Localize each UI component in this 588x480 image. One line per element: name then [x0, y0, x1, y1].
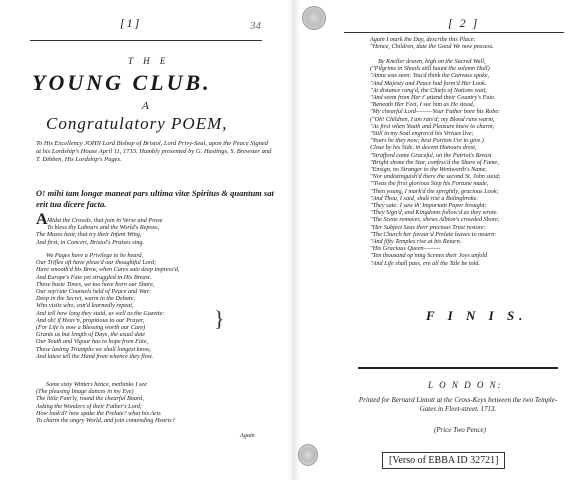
page-title: YOUNG CLUB. [32, 70, 212, 95]
handwritten-folio: 34 [250, 20, 261, 32]
verse-line: "His Gracious Queen——— [370, 245, 440, 253]
stanza-3 [36, 381, 175, 424]
top-rule-right [344, 32, 564, 33]
verse-line: "Strafford came Graceful, on the Patriot's Breast [370, 151, 492, 159]
imprint: Printed for Bernard Lintott at the Cross-Keys between the two Temple-Gates in Fleet-street. 1713. [358, 396, 558, 413]
verse-line: By Kneller drawn, high on the Sacred Wall, [378, 58, 486, 65]
latin-motto: O! mihi tam longæ maneat pars ultima vitæ Spiritus & quantum sat erit tua dicere facta. [36, 188, 274, 209]
verse-line: Asking the Wonders of their Father's Lord; [36, 402, 143, 410]
verse-line: To bless thy Labours and the World's Repose, [47, 224, 160, 232]
imprint-london: L O N D O N: [428, 380, 503, 390]
title-the: T H E [128, 56, 170, 66]
verse-line: How look'd? how spake the Prelate? what his Arts [36, 409, 161, 417]
verse-line: "The Church her favour'd Prelate leaves to mourn: [370, 230, 497, 238]
lines-b [370, 58, 501, 267]
verse-line: "And fifty Temples rise at his Return. [370, 238, 462, 246]
stanza-1 [36, 211, 163, 246]
verse-line: "And Majesty and Peace had form'd Her Look. [370, 79, 487, 87]
verse-line: "Anna was seen: You'd think the Canvass spoke, [370, 72, 490, 80]
verse-line: Our Youth and Vigour has to hope from Fate, [36, 338, 149, 346]
verse-line: And first, in Concert, Bristol's Praises sing. [36, 238, 145, 246]
subtitle: Congratulatory POEM, [46, 114, 228, 133]
verse-line: And oh! if Heav'n, propitious to our Prayer, [36, 316, 145, 324]
verse-line: The Muses hear, that try their Infant Wing, [36, 231, 142, 239]
verse-line: "Ensign, no Stranger to the Wentworth's Name. [370, 166, 488, 174]
verse-line: Again I mark the Day, describe this Place: [370, 36, 476, 43]
verse-line: "And Thou, I said, shalt rise a Bolingbroke. [370, 194, 478, 202]
verse-line: And latest tell the Hand from whence they flow. [36, 352, 154, 360]
library-stamp-icon [302, 6, 326, 30]
verse-line: "Her Subject Seas their precious Trust restore: [370, 223, 486, 231]
brace-icon: } [214, 306, 225, 331]
verse-line: Our Trifles oft have pleas'd our thoughtful Lord; [36, 259, 157, 267]
verse-line: "Ten thousand op'ning Scenes their Joys unfold [370, 252, 488, 260]
verse-line: "They Sign'd, and Kingdoms follow'd as they wrote. [370, 209, 498, 217]
title-a: A [142, 100, 149, 112]
top-rule-left [30, 40, 262, 41]
verse-line: "Nor undistinguish'd there the second St. John staid; [370, 173, 501, 181]
verse-line: Deep in the Secret, warm in the Debate, [36, 295, 135, 303]
verse-line: ("Pilgrims in Shoals still haunt the solemn Hall) [370, 65, 490, 73]
drop-cap: A [36, 211, 48, 228]
verse-line: Grants us but length of Days, the usual date [36, 331, 146, 339]
verse-line: "And seem from Her t' attend their Country's Fate. [370, 94, 496, 102]
verse-line: Who visits who, con'd learnedly repeat, [36, 302, 134, 310]
verse-line: "And Life shall pass, ere all the Tale be told. [370, 259, 480, 267]
library-stamp-icon [298, 444, 318, 466]
verse-line: Some sixty Winters hence, methinks I see [46, 381, 147, 388]
verse-line: "Hence, Children, date the Good We now possess. [370, 43, 494, 51]
verse-line: Close by his Side, in decent Honours drest, [370, 144, 477, 152]
page-number-right: [ 2 ] [448, 16, 480, 30]
page-number-left: [1] [120, 16, 142, 30]
verse-line: Have smooth'd his Brow, when Cares sate deep impress'd, [36, 266, 180, 274]
verse-line: "The Scene removes, shews Albion's crowded Shore; [370, 216, 500, 224]
verse-line: And Europe's Fate yet struggled in His Breast. [36, 273, 152, 281]
finis: F I N I S. [426, 308, 528, 323]
verse-line: These busie Times, we too have born our Share, [36, 280, 155, 288]
verse-line: We Pages have a Privilege to be heard, [46, 252, 144, 259]
verse-line: (The pleasing Image dances in my Eye) [36, 388, 134, 396]
catchword: Again [240, 432, 255, 439]
verse-line: ("Oh! Children, I am rais'd; my Blood runs warm, [370, 115, 495, 123]
right-page [294, 0, 588, 480]
verse-line: The little Fam'ly, round the chearful Board, [36, 395, 144, 403]
lines-a [370, 36, 494, 50]
verse-line: "Yours be they now; best Portion I've to give.) [370, 137, 484, 145]
verse-line: (For Life is now a Blessing worth our Care) [36, 324, 146, 332]
verse-line: "They sate: I saw th' Important Paper brought: [370, 202, 487, 210]
verse-line: Our sep'rate Counsels held of Peace and War: [36, 288, 152, 296]
verse-line: Midst the Crowds, that join in Verse and Prose [47, 217, 163, 224]
verse-line: "At distance rang'd, the Chiefs of Nations wait, [370, 86, 487, 94]
verse-line: "Then young, I mark'd the sprightly, gracious Look; [370, 187, 499, 195]
verse-line: "Beneath Her Feet, I see him as He stood, [370, 101, 475, 109]
verso-label: [Verso of EBBA ID 32721] [382, 452, 505, 469]
verse-line: To charm the angry World, and join contending Hearts? [36, 417, 175, 425]
price: (Price Two Pence) [434, 426, 486, 434]
dedication: To His Excellency JOHN Lord Bishop of Bristol, Lord Privy-Seal, upon the Peace Signed at his Lordship's House April 11, 1713. Humbly presented by G. Hastings, S. Brewster and T. Dibben, His Lordship's Pages. [36, 140, 272, 163]
stanza-2 [36, 252, 179, 360]
verse-line: "My chearful Lord———Your Father bore his Robe: [370, 108, 501, 116]
imprint-rule [358, 367, 558, 369]
verse-line: "Bright shone the Star, confess'd the Share of Fame, [370, 158, 499, 166]
verse-line: "As first when Youth and Pleasure knew to charm; [370, 122, 495, 130]
verse-line: "Still in my Soul engrav'd his Virtues live; [370, 130, 474, 138]
verse-line: And tell how long they staid, as well as the Gazette: [36, 309, 165, 317]
verse-line: These lasting Triumphs we shall longest know, [36, 345, 151, 353]
verse-line: "'Twas the first glorious Step his Fortune made, [370, 180, 489, 188]
